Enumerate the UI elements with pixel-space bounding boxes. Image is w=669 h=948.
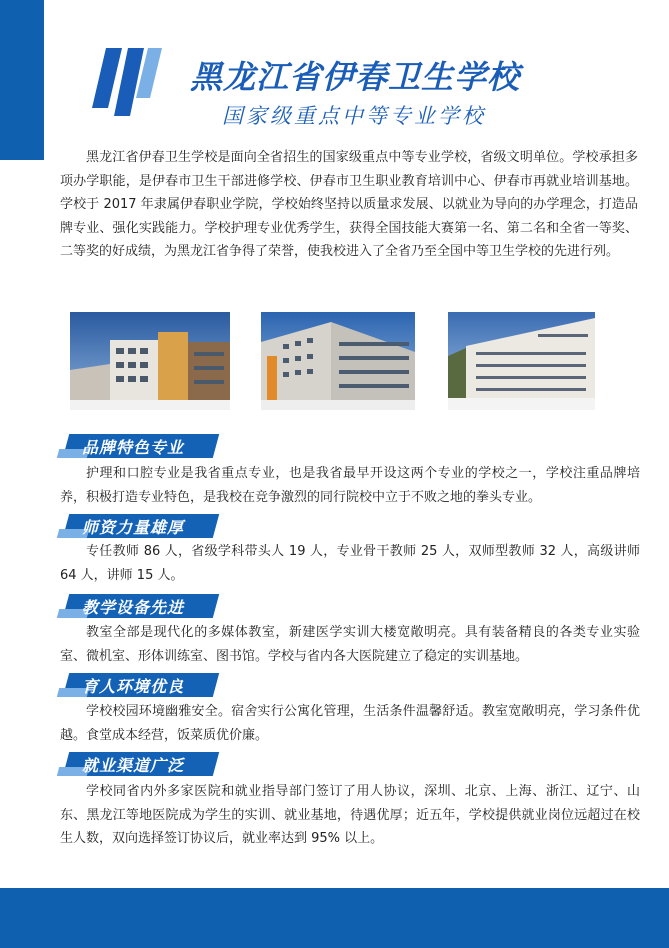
section-header-brand-majors: 品牌特色专业 [58,434,220,458]
campus-photo-3 [448,312,595,410]
page-title: 黑龙江省伊春卫生学校 [190,58,521,96]
section-header-environment: 育人环境优良 [58,673,220,697]
section-body-employment: 学校同省内外多家医院和就业指导部门签订了用人协议，深圳、北京、上海、浙江、辽宁、山东、黑龙江等地医院成为学生的实训、就业基地，待遇优厚；近五年，学校提供就业岗位远超过在校生人数，双向选择签订协议后，就业率达到 95% 以上。 [60,784,640,846]
school-logo-icon [92,48,162,116]
page-subtitle: 国家级重点中等专业学校 [222,104,486,128]
section-body-environment: 学校校园环境幽雅安全。宿舍实行公寓化管理，生活条件温馨舒适。教室宽敞明亮，学习条件优越。食堂成本经营，饭菜质优价廉。 [60,704,640,743]
corner-decoration [0,0,44,160]
footer-band [0,888,669,948]
section-body-faculty: 专任教师 86 人，省级学科带头人 19 人，专业骨干教师 25 人，双师型教师 32 人，高级讲师 64 人，讲师 15 人。 [60,544,640,583]
section-header-employment: 就业渠道广泛 [58,752,220,776]
section-header-equipment: 教学设备先进 [58,594,220,618]
section-header-faculty: 师资力量雄厚 [58,514,220,538]
campus-photo-2 [261,312,415,410]
campus-photo-1 [70,312,230,410]
section-body-equipment: 教室全部是现代化的多媒体教室，新建医学实训大楼宽敞明亮。具有装备精良的各类专业实验室、微机室、形体训练室、图书馆。学校与省内各大医院建立了稳定的实训基地。 [60,625,640,664]
section-body-brand-majors: 护理和口腔专业是我省重点专业，也是我省最早开设这两个专业的学校之一，学校注重品牌培养，积极打造专业特色，是我校在竞争激烈的同行院校中立于不败之地的拳头专业。 [60,466,640,505]
intro-paragraph: 黑龙江省伊春卫生学校是面向全省招生的国家级重点中等专业学校，省级文明单位。学校承担多项办学职能，是伊春市卫生干部进修学校、伊春市卫生职业教育培训中心、伊春市再就业培训基地。学校于 2017 年隶属伊春职业学院，学校始终坚持以质量求发展、以就业为导向的办学理念，打造品牌专业、强化实践能力。学校护理专业优秀学生，获得全国技能大赛第一名、第二名和全省一等奖、二等奖的好成绩，为黑龙江省争得了荣誉，使我校进入了全省乃至全国中等卫生学校的先进行列。 [60,150,638,259]
